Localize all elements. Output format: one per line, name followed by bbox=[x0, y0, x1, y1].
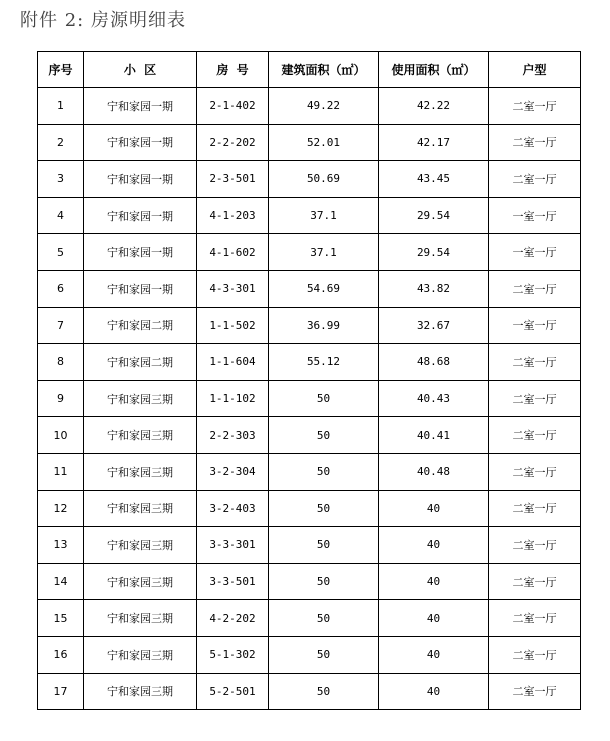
cell-room-number: 5-2-501 bbox=[197, 673, 269, 710]
table-row bbox=[38, 563, 581, 600]
table-row bbox=[38, 270, 581, 307]
header-index: 序号 bbox=[38, 52, 84, 88]
table-row bbox=[38, 380, 581, 417]
cell-usable-area: 40.41 bbox=[379, 417, 489, 454]
cell-building-area: 37.1 bbox=[269, 197, 379, 234]
cell-room-number: 2-3-501 bbox=[197, 161, 269, 198]
table-row bbox=[38, 453, 581, 490]
cell-layout: 二室一厅 bbox=[489, 124, 581, 161]
cell-usable-area: 32.67 bbox=[379, 307, 489, 344]
cell-room-number: 4-2-202 bbox=[197, 600, 269, 637]
cell-building-area: 50 bbox=[269, 380, 379, 417]
cell-index: 9 bbox=[38, 380, 84, 417]
cell-layout: 二室一厅 bbox=[489, 88, 581, 125]
cell-community: 宁和家园一期 bbox=[84, 234, 197, 271]
cell-layout: 二室一厅 bbox=[489, 563, 581, 600]
cell-usable-area: 42.22 bbox=[379, 88, 489, 125]
cell-room-number: 2-2-202 bbox=[197, 124, 269, 161]
cell-index: 8 bbox=[38, 344, 84, 381]
header-usable-area: 使用面积（㎡） bbox=[379, 52, 489, 88]
cell-usable-area: 40 bbox=[379, 673, 489, 710]
cell-community: 宁和家园二期 bbox=[84, 344, 197, 381]
header-community: 小 区 bbox=[84, 52, 197, 88]
cell-building-area: 50 bbox=[269, 453, 379, 490]
table-header-row bbox=[38, 52, 581, 88]
cell-usable-area: 40 bbox=[379, 600, 489, 637]
table-row bbox=[38, 197, 581, 234]
cell-room-number: 2-1-402 bbox=[197, 88, 269, 125]
cell-layout: 二室一厅 bbox=[489, 527, 581, 564]
table-row bbox=[38, 234, 581, 271]
housing-table bbox=[37, 51, 581, 710]
cell-layout: 一室一厅 bbox=[489, 307, 581, 344]
cell-usable-area: 40 bbox=[379, 527, 489, 564]
cell-community: 宁和家园一期 bbox=[84, 161, 197, 198]
cell-usable-area: 48.68 bbox=[379, 344, 489, 381]
cell-community: 宁和家园一期 bbox=[84, 88, 197, 125]
cell-room-number: 1-1-604 bbox=[197, 344, 269, 381]
cell-community: 宁和家园三期 bbox=[84, 380, 197, 417]
cell-room-number: 2-2-303 bbox=[197, 417, 269, 454]
cell-usable-area: 29.54 bbox=[379, 234, 489, 271]
table-row bbox=[38, 417, 581, 454]
cell-usable-area: 43.45 bbox=[379, 161, 489, 198]
cell-layout: 二室一厅 bbox=[489, 673, 581, 710]
cell-community: 宁和家园二期 bbox=[84, 307, 197, 344]
cell-index: 5 bbox=[38, 234, 84, 271]
cell-community: 宁和家园三期 bbox=[84, 490, 197, 527]
cell-community: 宁和家园三期 bbox=[84, 417, 197, 454]
cell-layout: 二室一厅 bbox=[489, 161, 581, 198]
cell-index: 7 bbox=[38, 307, 84, 344]
cell-building-area: 50 bbox=[269, 490, 379, 527]
cell-layout: 一室一厅 bbox=[489, 197, 581, 234]
cell-layout: 二室一厅 bbox=[489, 270, 581, 307]
cell-layout: 二室一厅 bbox=[489, 380, 581, 417]
cell-index: 14 bbox=[38, 563, 84, 600]
cell-index: 6 bbox=[38, 270, 84, 307]
cell-usable-area: 43.82 bbox=[379, 270, 489, 307]
cell-room-number: 4-3-301 bbox=[197, 270, 269, 307]
cell-room-number: 3-3-501 bbox=[197, 563, 269, 600]
cell-room-number: 1-1-102 bbox=[197, 380, 269, 417]
cell-layout: 二室一厅 bbox=[489, 600, 581, 637]
cell-layout: 二室一厅 bbox=[489, 417, 581, 454]
cell-building-area: 49.22 bbox=[269, 88, 379, 125]
cell-room-number: 4-1-602 bbox=[197, 234, 269, 271]
cell-community: 宁和家园一期 bbox=[84, 197, 197, 234]
cell-building-area: 50 bbox=[269, 636, 379, 673]
cell-community: 宁和家园一期 bbox=[84, 124, 197, 161]
table-row bbox=[38, 490, 581, 527]
cell-index: 1 bbox=[38, 88, 84, 125]
cell-room-number: 5-1-302 bbox=[197, 636, 269, 673]
cell-index: 11 bbox=[38, 453, 84, 490]
table-row bbox=[38, 124, 581, 161]
cell-usable-area: 40.43 bbox=[379, 380, 489, 417]
cell-community: 宁和家园三期 bbox=[84, 453, 197, 490]
cell-building-area: 37.1 bbox=[269, 234, 379, 271]
header-building-area: 建筑面积（㎡） bbox=[269, 52, 379, 88]
table-row bbox=[38, 307, 581, 344]
cell-building-area: 50 bbox=[269, 600, 379, 637]
cell-usable-area: 40 bbox=[379, 636, 489, 673]
cell-building-area: 50 bbox=[269, 563, 379, 600]
cell-community: 宁和家园三期 bbox=[84, 600, 197, 637]
cell-usable-area: 29.54 bbox=[379, 197, 489, 234]
cell-room-number: 1-1-502 bbox=[197, 307, 269, 344]
cell-community: 宁和家园一期 bbox=[84, 270, 197, 307]
cell-index: 3 bbox=[38, 161, 84, 198]
table-row bbox=[38, 161, 581, 198]
cell-community: 宁和家园三期 bbox=[84, 673, 197, 710]
cell-index: 12 bbox=[38, 490, 84, 527]
cell-building-area: 50 bbox=[269, 417, 379, 454]
header-room-number: 房 号 bbox=[197, 52, 269, 88]
cell-building-area: 52.01 bbox=[269, 124, 379, 161]
table-row bbox=[38, 88, 581, 125]
cell-index: 15 bbox=[38, 600, 84, 637]
cell-layout: 二室一厅 bbox=[489, 490, 581, 527]
cell-index: 10 bbox=[38, 417, 84, 454]
cell-building-area: 54.69 bbox=[269, 270, 379, 307]
cell-index: 2 bbox=[38, 124, 84, 161]
cell-building-area: 50.69 bbox=[269, 161, 379, 198]
page-title: 附件 2: 房源明细表 bbox=[20, 10, 186, 31]
table-row bbox=[38, 527, 581, 564]
table-row bbox=[38, 600, 581, 637]
header-layout: 户型 bbox=[489, 52, 581, 88]
cell-layout: 一室一厅 bbox=[489, 234, 581, 271]
cell-community: 宁和家园三期 bbox=[84, 527, 197, 564]
cell-room-number: 3-2-403 bbox=[197, 490, 269, 527]
cell-community: 宁和家园三期 bbox=[84, 563, 197, 600]
cell-room-number: 4-1-203 bbox=[197, 197, 269, 234]
cell-index: 13 bbox=[38, 527, 84, 564]
cell-room-number: 3-2-304 bbox=[197, 453, 269, 490]
cell-usable-area: 42.17 bbox=[379, 124, 489, 161]
cell-building-area: 50 bbox=[269, 527, 379, 564]
cell-building-area: 55.12 bbox=[269, 344, 379, 381]
cell-usable-area: 40 bbox=[379, 563, 489, 600]
table-row bbox=[38, 344, 581, 381]
cell-layout: 二室一厅 bbox=[489, 453, 581, 490]
table-row bbox=[38, 673, 581, 710]
cell-layout: 二室一厅 bbox=[489, 636, 581, 673]
cell-layout: 二室一厅 bbox=[489, 344, 581, 381]
cell-index: 17 bbox=[38, 673, 84, 710]
table-row bbox=[38, 636, 581, 673]
cell-index: 4 bbox=[38, 197, 84, 234]
cell-building-area: 36.99 bbox=[269, 307, 379, 344]
cell-building-area: 50 bbox=[269, 673, 379, 710]
cell-community: 宁和家园三期 bbox=[84, 636, 197, 673]
cell-usable-area: 40.48 bbox=[379, 453, 489, 490]
cell-room-number: 3-3-301 bbox=[197, 527, 269, 564]
cell-usable-area: 40 bbox=[379, 490, 489, 527]
cell-index: 16 bbox=[38, 636, 84, 673]
